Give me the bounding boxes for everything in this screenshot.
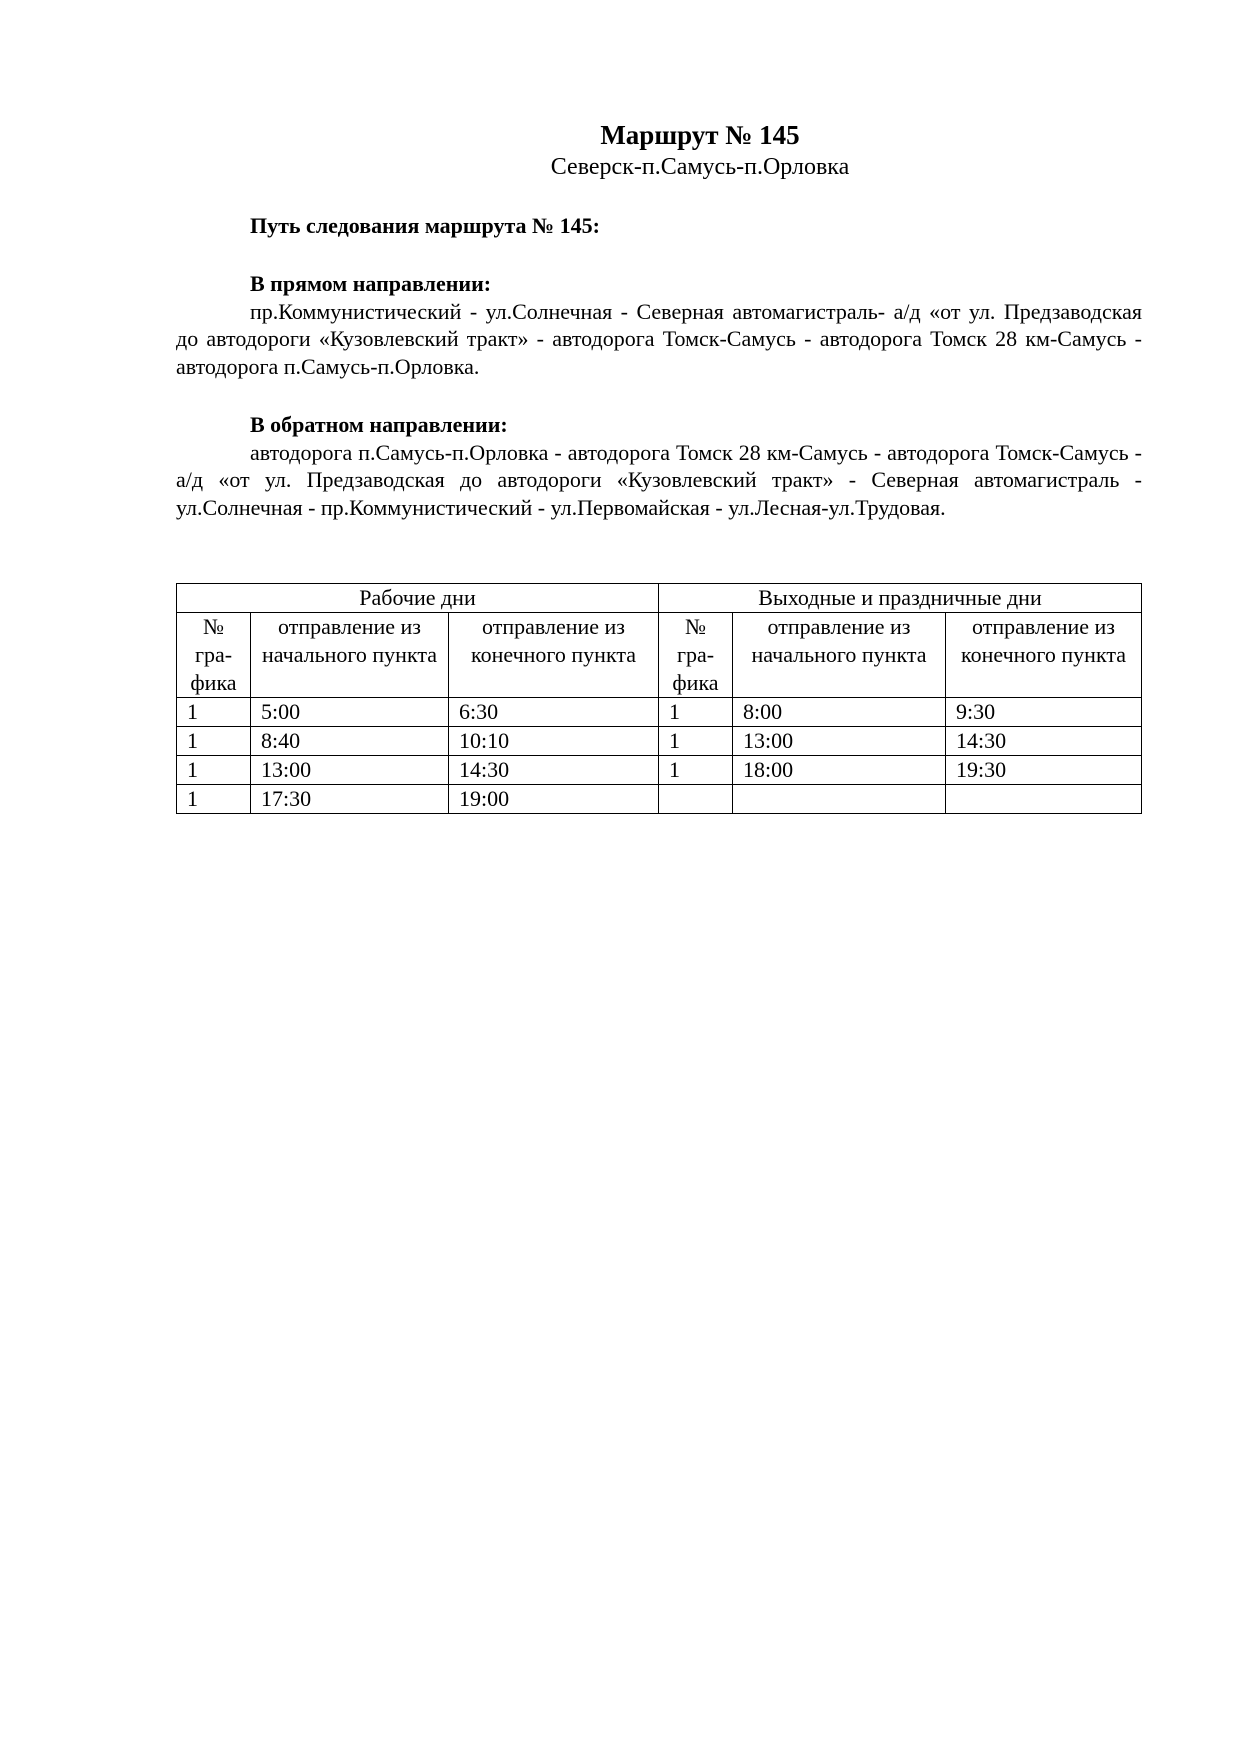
table-cell: 10:10 (449, 727, 659, 756)
table-cell: 1 (177, 698, 251, 727)
table-cell (946, 785, 1142, 814)
table-cell: 5:00 (251, 698, 449, 727)
schedule-number-header: № гра-фика (659, 613, 733, 698)
departure-start-header: отправление из начального пункта (733, 613, 946, 698)
route-path-heading: Путь следования маршрута № 145: (250, 213, 600, 238)
table-cell: 8:40 (251, 727, 449, 756)
table-cell: 1 (659, 756, 733, 785)
table-cell: 18:00 (733, 756, 946, 785)
table-cell: 1 (659, 727, 733, 756)
weekends-header: Выходные и праздничные дни (659, 584, 1142, 613)
table-cell: 6:30 (449, 698, 659, 727)
table-cell: 14:30 (946, 727, 1142, 756)
table-cell: 13:00 (251, 756, 449, 785)
table-cell: 1 (177, 727, 251, 756)
table-cell: 8:00 (733, 698, 946, 727)
table-group-header-row (177, 584, 1142, 613)
backward-direction-section (176, 411, 1142, 521)
departure-start-header: отправление из начального пункта (251, 613, 449, 698)
title-block (500, 118, 900, 182)
table-cell: 19:30 (946, 756, 1142, 785)
schedule-number-header: № гра-фика (177, 613, 251, 698)
departure-end-header: отправление из конечного пункта (946, 613, 1142, 698)
table-cell (733, 785, 946, 814)
table-row (177, 785, 1142, 814)
forward-route-text: пр.Коммунистический - ул.Солнечная - Северная автомагистраль- а/д «от ул. Предзаводская до автодороги «Кузовлевский тракт» - автодорога Томск-Самусь - автодорога Томск 28 км-Самусь - автодорога п.Самусь-п.Орловка. (176, 298, 1142, 379)
table-row (177, 756, 1142, 785)
table-cell: 17:30 (251, 785, 449, 814)
table-cell: 13:00 (733, 727, 946, 756)
table-cell (659, 785, 733, 814)
table-row (177, 698, 1142, 727)
table-cell: 9:30 (946, 698, 1142, 727)
schedule-table (176, 583, 1142, 814)
backward-route-text: автодорога п.Самусь-п.Орловка - автодорога Томск 28 км-Самусь - автодорога Томск-Самусь - а/д «от ул. Предзаводская до автодороги «Кузовлевский тракт» - Северная автомагистраль - ул.Солнечная - пр.Коммунистический - ул.Первомайская - ул.Лесная-ул.Трудовая. (176, 439, 1142, 520)
table-cell: 1 (177, 785, 251, 814)
workdays-header: Рабочие дни (177, 584, 659, 613)
table-sub-header-row (177, 613, 1142, 698)
table-cell: 1 (177, 756, 251, 785)
table-cell: 19:00 (449, 785, 659, 814)
table-cell: 14:30 (449, 756, 659, 785)
table-cell: 1 (659, 698, 733, 727)
forward-direction-section (176, 270, 1142, 380)
table-row (177, 727, 1142, 756)
backward-heading: В обратном направлении: (250, 412, 508, 437)
departure-end-header: отправление из конечного пункта (449, 613, 659, 698)
route-subtitle: Северск-п.Самусь-п.Орловка (550, 154, 850, 180)
route-title: Маршрут № 145 (600, 120, 800, 150)
forward-heading: В прямом направлении: (250, 271, 492, 296)
